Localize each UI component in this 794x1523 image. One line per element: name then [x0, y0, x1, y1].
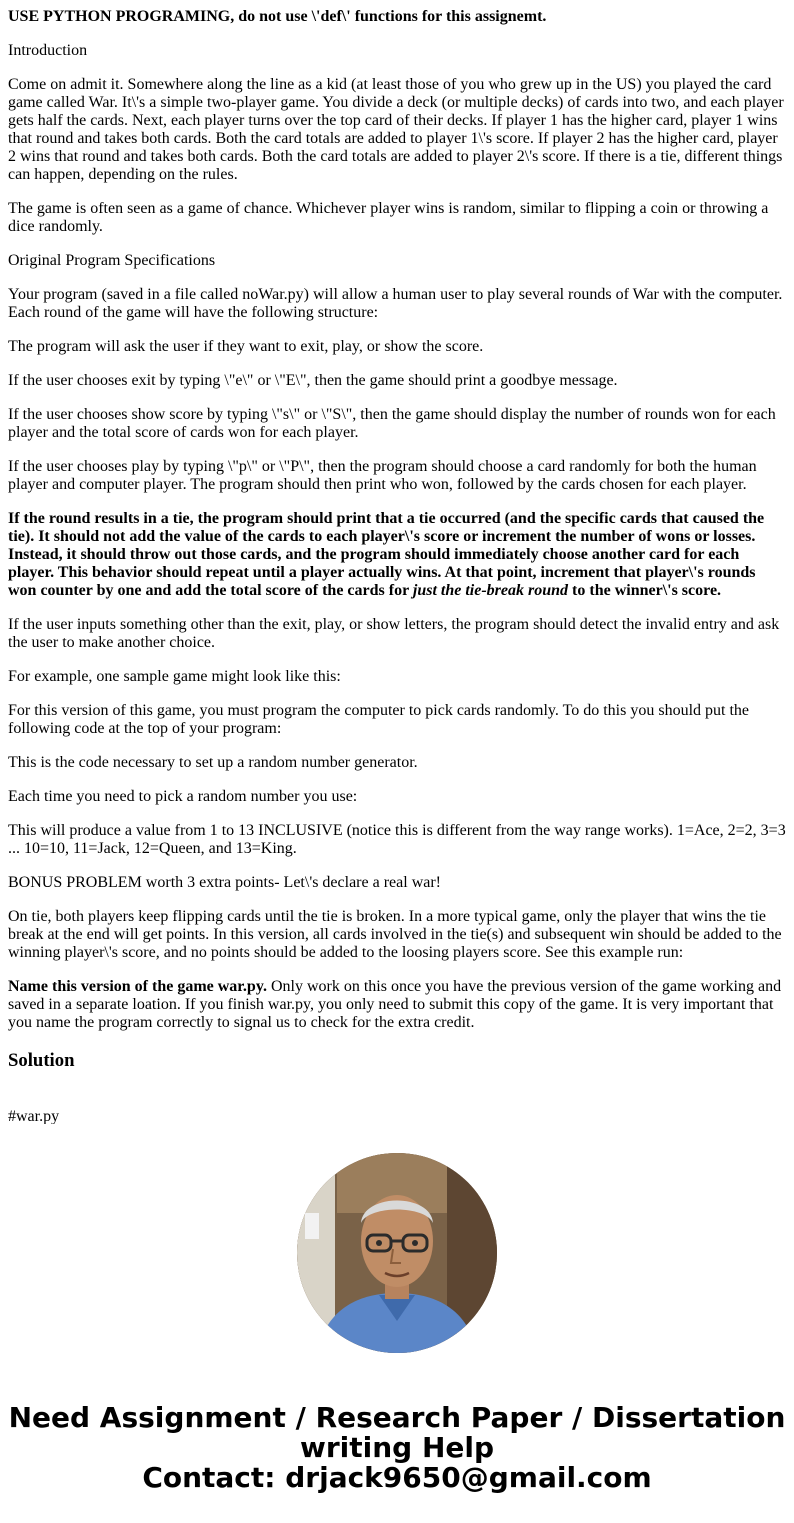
solution-code-first-line: #war.py [8, 1108, 60, 1124]
spec-paragraph-1: Your program (saved in a file called noWar.py) will allow a human user to play several rounds of War with the computer. Each round of the game will have the following structure: [8, 286, 783, 321]
spec-paragraph-6: If the user inputs something other than the exit, play, or show letters, the program should detect the invalid entry and ask the user to make another choice. [8, 616, 780, 651]
tie-rule-text-1: If the round results in a tie, the program should print that a tie occurred (and the specific cards that caused the tie). It should not add the value of the cards to each player\'s score or increment the number of wons or losses. Instead, it should throw out those cards, and the program should immediately choose another card for each player. This behavior should repeat until a player actually wins. At that point, increment that player\'s rounds won counter by one and add the total score of the cards for [8, 510, 765, 599]
contact-banner-line-2: writing Help [299, 1431, 495, 1464]
spec-paragraph-10: Each time you need to pick a random number you use: [8, 788, 358, 805]
spec-paragraph-5: If the user chooses play by typing \"p\" or \"P\", then the program should choose a card randomly for both the human player and computer player. The program should then print who won, followed by the cards chosen for each player. [8, 458, 757, 493]
assignment-document [8, 8, 786, 1072]
contact-email: Contact: drjack9650@gmail.com [142, 1461, 652, 1494]
bonus-filename-note: Name this version of the game war.py. [8, 978, 267, 995]
bonus-paragraph-2-text: Only work on this once you have the previous version of the game working and saved in a separate loation. If you finish war.py, you only need to submit this copy of the game. It is very important that you name the program correctly to signal us to check for the extra credit. [8, 978, 782, 1031]
spec-paragraph-4: If the user chooses show score by typing \"s\" or \"S\", then the game should display the number of rounds won for each player and the total score of cards won for each player. [8, 406, 776, 441]
spec-paragraph-3: If the user chooses exit by typing \"e\" or \"E\", then the game should print a goodbye message. [8, 372, 618, 389]
intro-paragraph-1: Come on admit it. Somewhere along the line as a kid (at least those of you who grew up in the US) you played the card game called War. It\'s a simple two-player game. You divide a deck (or multiple decks) of cards into two, and each player gets half the cards. Next, each player turns over the top card of their decks. If player 1 has the higher card, player 1 wins that round and takes both cards. Both the card totals are added to player 1\'s score. If player 2 has the higher card, player 2 wins that round and takes both cards. Both the card totals are added to player 2\'s score. If there is a tie, different things can happen, depending on the rules. [8, 76, 784, 183]
spec-paragraph-7: For example, one sample game might look like this: [8, 668, 341, 685]
contact-banner-line-1: Need Assignment / Research Paper / Dissertation [8, 1401, 786, 1434]
tie-rule-paragraph [8, 510, 786, 600]
spec-paragraph-11: This will produce a value from 1 to 13 INCLUSIVE (notice this is different from the way range works). 1=Ace, 2=2, 3=3 ... 10=10, 11=Jack, 12=Queen, and 13=King. [8, 822, 786, 857]
contact-banner [0, 1403, 794, 1493]
spec-paragraph-9: This is the code necessary to set up a random number generator. [8, 754, 418, 771]
intro-heading: Introduction [8, 42, 88, 59]
solution-heading: Solution [8, 1050, 75, 1071]
avatar-illustration [297, 1153, 497, 1353]
assignment-title: USE PYTHON PROGRAMING, do not use \'def\' functions for this assignemt. [8, 8, 547, 25]
spec-paragraph-2: The program will ask the user if they want to exit, play, or show the score. [8, 338, 484, 355]
intro-paragraph-2: The game is often seen as a game of chance. Whichever player wins is random, similar to flipping a coin or throwing a dice randomly. [8, 200, 769, 235]
spec-heading: Original Program Specifications [8, 252, 216, 269]
spec-paragraph-8: For this version of this game, you must program the computer to pick cards randomly. To do this you should put the following code at the top of your program: [8, 702, 750, 737]
tie-rule-text-2: to the winner\'s score. [568, 582, 722, 599]
person-photo-icon [297, 1153, 497, 1353]
tie-rule-emphasis: just the tie-break round [412, 582, 569, 599]
bonus-paragraph-2 [8, 978, 786, 1032]
bonus-paragraph-1: On tie, both players keep flipping cards until the tie is broken. In a more typical game, only the player that wins the tie break at the end will get points. In this version, all cards involved in the tie(s) and subsequent win should be added to the winning player\'s score, and no points should be added to the loosing players score. See this example run: [8, 908, 782, 961]
bonus-heading: BONUS PROBLEM worth 3 extra points- Let\'s declare a real war! [8, 874, 441, 891]
